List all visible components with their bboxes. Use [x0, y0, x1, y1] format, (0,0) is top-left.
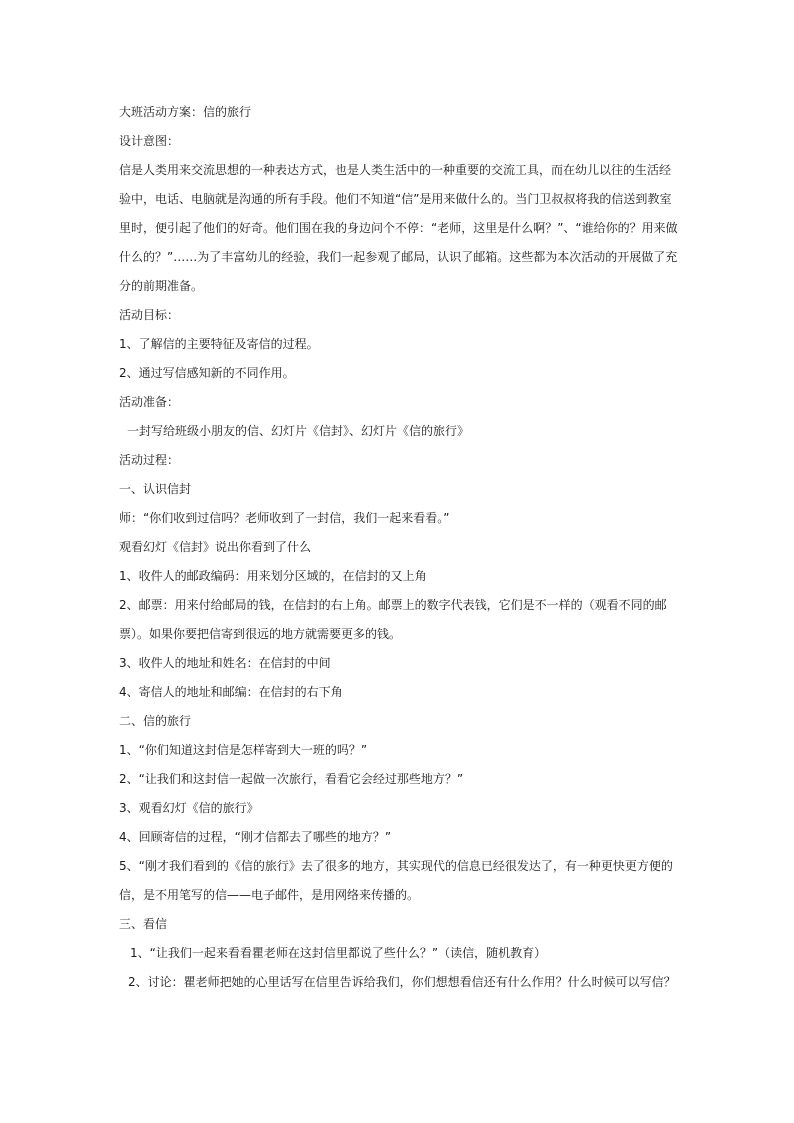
list-item: 1、“让我们一起来看看瞿老师在这封信里都说了些什么？”（读信，随机教育） [130, 946, 547, 960]
paragraph-line: 师：“你们收到过信吗？老师收到了一封信，我们一起来看看。” [119, 511, 450, 525]
list-item: 2、通过写信感知新的不同作用。 [119, 366, 295, 380]
list-item: 3、观看幻灯《信的旅行》 [119, 801, 259, 815]
subsection-heading: 二、信的旅行 [119, 714, 192, 728]
list-item: 5、“刚才我们看到的《信的旅行》去了很多的地方，其实现代的信息已经很发达了，有一种更快更方便的 [119, 859, 673, 873]
paragraph-line: 信是人类用来交流思想的一种表达方式，也是人类生活中的一种重要的交流工具，而在幼儿以往的生活经 [119, 163, 672, 177]
list-item: 2、讨论：瞿老师把她的心里话写在信里告诉给我们，你们想想看信还有什么作用？什么时候可以写信？ [128, 975, 676, 989]
list-item: 2、“让我们和这封信一起做一次旅行，看看它会经过那些地方？” [119, 772, 464, 786]
list-item: 3、收件人的地址和姓名：在信封的中间 [119, 656, 331, 670]
section-heading: 活动准备： [119, 395, 180, 409]
subsection-heading: 一、认识信封 [119, 482, 192, 496]
section-heading: 设计意图： [119, 134, 180, 148]
paragraph-line: 票）。如果你要把信寄到很远的地方就需要更多的钱。 [119, 627, 402, 641]
list-item: 1、收件人的邮政编码：用来划分区域的，在信封的又上角 [119, 569, 427, 583]
section-heading: 活动目标： [119, 308, 180, 322]
list-item: 1、了解信的主要特征及寄信的过程。 [119, 337, 319, 351]
paragraph-line: 观看幻灯《信封》说出你看到了什么 [119, 540, 312, 554]
list-item: 1、“你们知道这封信是怎样寄到大一班的吗？” [119, 743, 368, 757]
list-item: 4、回顾寄信的过程，“刚才信都去了哪些的地方？” [119, 830, 392, 844]
paragraph-line: 验中，电话、电脑就是沟通的所有手段。他们不知道“信”是用来做什么的。当门卫叔叔将我的信送到教室 [119, 192, 672, 206]
document-title: 大班活动方案：信的旅行 [119, 105, 252, 119]
paragraph-line: 分的前期准备。 [119, 279, 204, 293]
section-heading: 活动过程： [119, 453, 180, 467]
paragraph-line: 一封写给班级小朋友的信、幻灯片《信封》、幻灯片《信的旅行》 [127, 424, 470, 438]
paragraph-line: 里时，便引起了他们的好奇。他们围在我的身边问个不停：“老师，这里是什么啊？”、“谁给你的？用来做 [119, 221, 678, 235]
paragraph-line: 什么的？”……为了丰富幼儿的经验，我们一起参观了邮局，认识了邮箱。这些都为本次活动的开展做了充 [119, 250, 678, 264]
list-item: 4、寄信人的地址和邮编：在信封的右下角 [119, 685, 343, 699]
document-body [119, 98, 679, 997]
paragraph-line: 信，是不用笔写的信——电子邮件，是用网络来传播的。 [119, 888, 420, 902]
subsection-heading: 三、看信 [119, 917, 168, 931]
list-item: 2、邮票：用来付给邮局的钱，在信封的右上角。邮票上的数字代表钱，它们是不一样的（观看不同的邮 [119, 598, 667, 612]
